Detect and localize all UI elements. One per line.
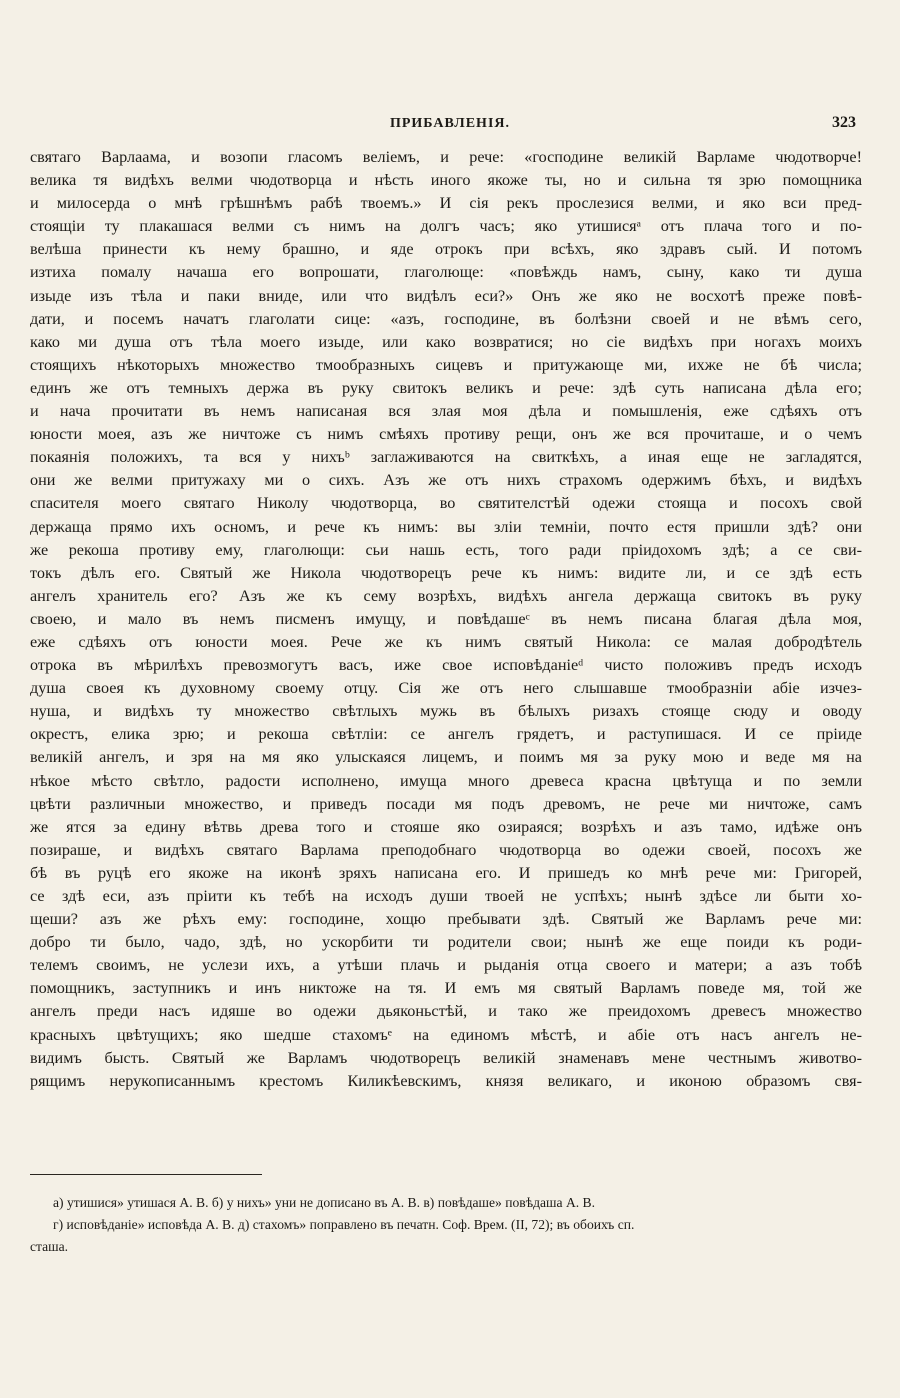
- text-line: они же велми притужаху ми о сихъ. Азъ же отъ нихъ страхомъ одержимъ бѣхъ, и видѣхъ: [30, 471, 862, 490]
- text-line: видимъ бысть. Святый же Варламъ чюдотворецъ великiй знаменавъ мене честнымъ животво-: [30, 1048, 862, 1067]
- text-line: спасителя моего святаго Николу чюдотворца, во святителстѣй одежи стояща и посохъ свой: [30, 494, 862, 513]
- text-line: своею, и мало въ немъ писменъ имущу, и повѣдашеᶜ въ немъ писана благая дѣла моя,: [30, 609, 862, 628]
- text-line: же ятся за едину вѣтвь древа того и стояше яко озираяся; возрѣхъ и азъ тамо, идѣже онъ: [30, 817, 862, 836]
- footnote-line: сташа.: [30, 1239, 69, 1254]
- text-line: и нача прочитати въ немъ написаная вся злая моя дѣла и помышленiя, еже сдѣяхъ отъ: [30, 402, 862, 421]
- text-line: цвѣти различныи множество, и приведъ посади мя подъ древомъ, не рече ми ничтоже, самъ: [30, 794, 862, 813]
- text-line: рящимъ нерукописаннымъ крестомъ Киликѣевскимъ, князя великаго, и иконою образомъ свя-: [30, 1071, 862, 1090]
- text-line: щеши? азъ же рѣхъ ему: господине, хощю пребывати здѣ. Святый же Варламъ рече ми:: [30, 910, 862, 929]
- text-line: ангелъ преди насъ идяше во одежи дьяконьстѣй, и тако же преидохомъ древесъ множество: [30, 1002, 862, 1021]
- text-line: токъ дѣлъ его. Святый же Никола чюдотворецъ рече къ нимъ: видите ли, и се здѣ есть: [30, 563, 862, 582]
- footnote-rule: [30, 1174, 262, 1175]
- text-line: единъ же отъ темныхъ держа въ руку свитокъ великъ и рече: здѣ суть написана дѣла его;: [30, 378, 862, 397]
- text-line: юности моея, азъ же ничтоже съ нимъ смѣяхъ противу рещи, онъ же вся прочиташе, и о чемъ: [30, 425, 862, 444]
- text-line: изтиха помалу начаша его вопрошати, глаголюще: «повѣждь намъ, сыну, како ти душа: [30, 263, 862, 282]
- text-line: како ми душа отъ тѣла моего изыде, или како возвратися; но сiе видѣхъ при ногахъ моихъ: [30, 332, 862, 351]
- text-line: великiй ангелъ, и зря на мя яко улыскаяся лицемъ, и поимъ мя за руку мою и веде мя на: [30, 748, 862, 767]
- text-line: велѣша принести къ нему брашно, и яде отрокъ при всѣхъ, яко здравъ сый. И потомъ: [30, 240, 862, 259]
- text-line: се здѣ еси, азъ прiити къ тебѣ на исходъ души твоей не успѣхъ; нынѣ здѣсе ли быти хо-: [30, 887, 862, 905]
- text-line: еже сдѣяхъ отъ юности моея. Рече же къ нимъ святый Никола: се малая добродѣтель: [30, 632, 862, 651]
- text-line: дати, и посемъ начатъ глаголати сице: «азъ, господине, въ болѣзни своей и не вѣмъ сего,: [30, 309, 862, 328]
- text-line: ангелъ хранитель его? Азъ же къ сему возрѣхъ, видѣхъ ангела держаща свитокъ въ руку: [30, 586, 862, 605]
- running-title: ПРИБАВЛЕНІЯ.: [389, 116, 511, 131]
- page-number: 323: [832, 114, 856, 131]
- text-line: и милосерда о мнѣ грѣшнѣмъ рабѣ твоемъ.» И сiя рекъ прослезися велми, и яко вси пред-: [30, 194, 862, 213]
- text-line: отрока въ мѣрилѣхъ превозмогутъ васъ, иже свое исповѣданiеᵈ чисто положивъ предъ исходъ: [30, 656, 862, 675]
- text-line: окрестъ, елика зрю; и рекоша свѣтлiи: се ангелъ грядетъ, и раступишася. И се прiиде: [30, 725, 862, 744]
- text-line: добро ти было, чадо, здѣ, но ускорбити ти родители свои; нынѣ же еще поиди къ роди-: [30, 933, 862, 952]
- text-line: бѣ въ руцѣ его якоже на иконѣ зряхъ написана его. И пришедъ ко мнѣ рече ми: Григорей,: [30, 863, 862, 882]
- text-line: душа своея къ духовному своему отцу. Сiя же отъ него слышавше тмообразнiи абiе изчез-: [30, 679, 862, 698]
- text-line: стоящихъ нѣкоторыхъ множество тмообразныхъ сицевъ и притужающе ми, ихже не бѣ числа;: [30, 355, 862, 374]
- text-line: телемъ своимъ, не услези ихъ, а утѣши плачь и рыданiя отца своего и матери; а азъ тобѣ: [30, 956, 862, 975]
- text-line: стоящiи ту плакашася велми съ нимъ на долгъ часъ; яко утишисяᵃ отъ плача того и по-: [30, 217, 862, 236]
- text-line: держаща прямо ихъ осномъ, и рече къ нимъ: вы злiи темнiи, почто естя пришли здѣ? они: [30, 517, 862, 536]
- footnote-line: а) утишися» утишася А. В. б) у нихъ» уни не дописано въ А. В. в) повѣдаше» повѣдаша А. В.: [53, 1195, 596, 1210]
- footnote-line: г) исповѣданiе» исповѣда А. В. д) стахомъ» поправлено въ печатн. Соф. Врем. (II, 72); въ обоихъ сп.: [53, 1217, 635, 1232]
- text-line: же рекоша противу ему, глаголющи: сьи нашь есть, того ради прiидохомъ здѣ; а се сви-: [30, 540, 862, 559]
- text-line: красныхъ цвѣтущихъ; яко шедше стахомъᵉ на единомъ мѣстѣ, и абiе отъ насъ ангелъ не-: [30, 1025, 862, 1044]
- text-line: святаго Варлаама, и возопи гласомъ велiемъ, и рече: «господине великiй Варламе чюдотворче!: [30, 148, 862, 166]
- text-line: изыде изъ тѣла и паки вниде, или что видѣлъ еси?» Онъ же яко не восхотѣ преже повѣ-: [30, 286, 862, 305]
- text-line: велика тя видѣхъ велми чюдотворца и нѣсть иного якоже ты, но и сильна тя зрю помощника: [30, 171, 862, 190]
- text-line: нѣкое мѣсто свѣтло, радости исполнено, имуща много древеса красна цвѣтуща и по земли: [30, 771, 862, 790]
- text-line: позираше, и видѣхъ святаго Варлама преподобнаго чюдотворца во одежи своей, посохъ же: [30, 840, 862, 859]
- text-line: нуша, и видѣхъ ту множество свѣтлыхъ мужь въ бѣлыхъ ризахъ стояще сюду и оводу: [30, 702, 862, 721]
- footnotes: [30, 1192, 862, 1258]
- text-line: помощникъ, заступникъ и инъ никтоже на тя. И емъ мя святый Варламъ поведе мя, той же: [30, 979, 862, 998]
- body-text: [30, 146, 862, 1093]
- text-line: покаянiя положихъ, та вся у нихъᵇ заглаживаются на свиткѣхъ, а иная еще не загладятся,: [30, 448, 862, 467]
